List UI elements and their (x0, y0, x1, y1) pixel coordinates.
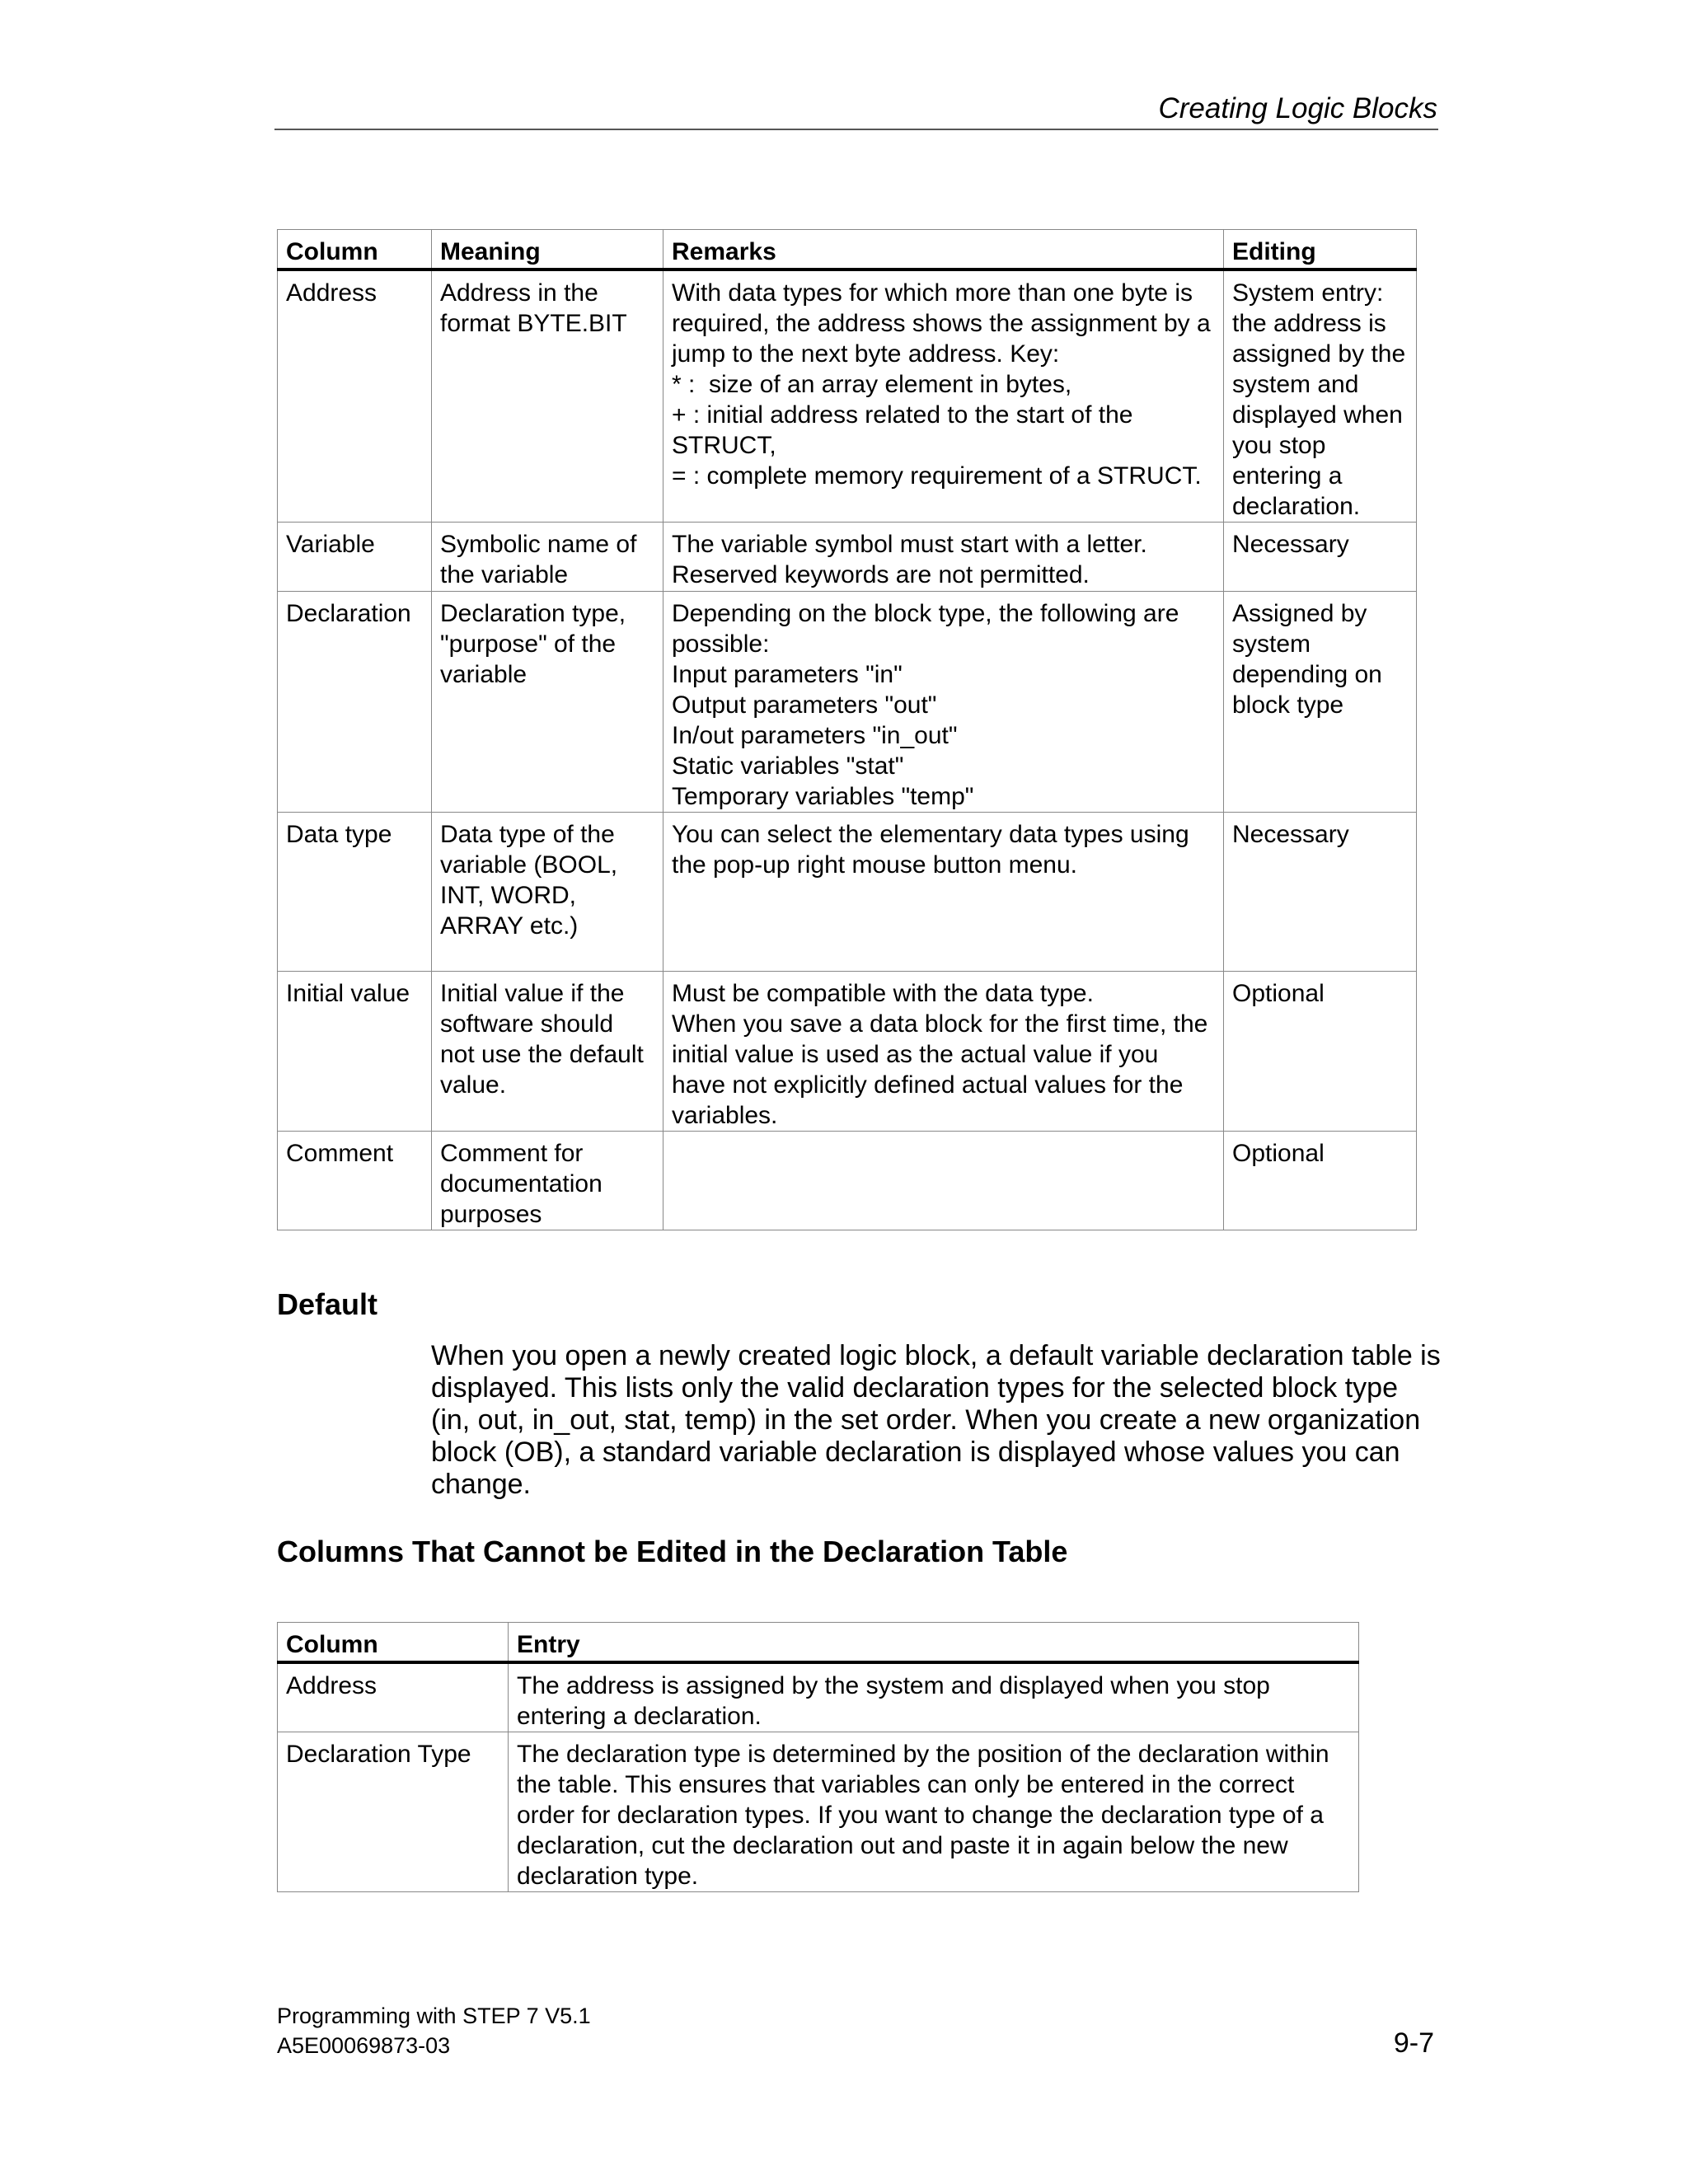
declaration-columns-table (277, 229, 1417, 1230)
column-cell: Address (278, 1662, 509, 1732)
column-cell: Data type (278, 812, 432, 971)
remarks-line: = : complete memory requirement of a STRUCT. (672, 462, 1202, 490)
meaning-header: Meaning (432, 230, 663, 269)
entry-cell: The address is assigned by the system and displayed when you stop entering a declaration. (509, 1662, 1359, 1732)
meaning-cell: Comment for documentation purposes (432, 1131, 663, 1230)
meaning-cell: Address in the format BYTE.BIT (432, 269, 663, 523)
remarks-line: The variable symbol must start with a letter. Reserved keywords are not permitted. (672, 530, 1155, 588)
meaning-cell: Declaration type, "purpose" of the variable (432, 591, 663, 812)
table-row (278, 269, 1417, 523)
remarks-line: You can select the elementary data types using the pop-up right mouse button menu. (672, 820, 1196, 879)
remarks-line: Static variables "stat" (672, 752, 904, 780)
entry-header: Entry (509, 1623, 1359, 1662)
table-header-row (278, 230, 1417, 269)
table-row (278, 1131, 1417, 1230)
remarks-line: * : size of an array element in bytes, (672, 370, 1072, 398)
footer-manual-title: Programming with STEP 7 V5.1 (277, 2004, 591, 2028)
meaning-cell: Data type of the variable (BOOL, INT, WORD, ARRAY etc.) (432, 812, 663, 971)
remarks-line: Temporary variables "temp" (672, 782, 974, 810)
table-row (278, 522, 1417, 591)
table-header-row (278, 1623, 1359, 1662)
column-cell: Address (278, 269, 432, 523)
footer-document-info (277, 2001, 591, 2060)
header-divider (274, 129, 1438, 130)
page-header-title: Creating Logic Blocks (1158, 92, 1437, 124)
meaning-cell: Initial value if the software should not use the default value. (432, 971, 663, 1131)
column-cell: Declaration (278, 591, 432, 812)
remarks-line: Must be compatible with the data type. (672, 979, 1094, 1007)
table-row (278, 812, 1417, 971)
remarks-cell (663, 971, 1224, 1131)
remarks-cell (663, 1131, 1224, 1230)
remarks-header: Remarks (663, 230, 1224, 269)
remarks-cell (663, 522, 1224, 591)
table-row (278, 971, 1417, 1131)
column-cell: Declaration Type (278, 1732, 509, 1891)
editing-header: Editing (1224, 230, 1417, 269)
default-heading: Default (277, 1287, 378, 1321)
editing-cell: Necessary (1224, 812, 1417, 971)
remarks-cell (663, 591, 1224, 812)
editing-cell: Assigned by system depending on block type (1224, 591, 1417, 812)
column-header: Column (278, 230, 432, 269)
page-number: 9-7 (1393, 2027, 1434, 2059)
remarks-line: With data types for which more than one byte is required, the address shows the assignment by a jump to the next byte address. Key: (672, 279, 1218, 368)
column-cell: Comment (278, 1131, 432, 1230)
remarks-line: In/out parameters "in_out" (672, 721, 958, 749)
default-paragraph: When you open a newly created logic block, a default variable declaration table is displayed. This lists only the valid declaration types for the selected block type (in, out, in_out, stat, temp) in the set order. When you create a new organization block (OB), a standard variable declaration is displayed whose values you can change. (431, 1340, 1441, 1500)
editing-cell: Necessary (1224, 522, 1417, 591)
remarks-line: When you save a data block for the first time, the initial value is used as the actual value if you have not explicitly defined actual values for the variables. (672, 1010, 1215, 1129)
table-row (278, 1662, 1359, 1732)
remarks-cell (663, 812, 1224, 971)
remarks-line: Output parameters "out" (672, 691, 937, 719)
column-cell: Initial value (278, 971, 432, 1131)
footer-order-number: A5E00069873-03 (277, 2033, 451, 2058)
columns-not-editable-heading: Columns That Cannot be Edited in the Declaration Table (277, 1535, 1068, 1568)
non-editable-columns-table (277, 1622, 1359, 1892)
column-cell: Variable (278, 522, 432, 591)
table-row (278, 1732, 1359, 1891)
remarks-line: Input parameters "in" (672, 660, 903, 688)
remarks-line: Depending on the block type, the following are possible: (672, 599, 1186, 658)
editing-cell: Optional (1224, 971, 1417, 1131)
remarks-line: + : initial address related to the start of the STRUCT, (672, 401, 1140, 459)
entry-cell: The declaration type is determined by the position of the declaration within the table. This ensures that variables can only be entered in the correct order for declaration types. If you want to change the declaration type of a declaration, cut the declaration out and paste it in again below the new declaration type. (509, 1732, 1359, 1891)
meaning-cell: Symbolic name of the variable (432, 522, 663, 591)
table-row (278, 591, 1417, 812)
editing-cell: System entry: the address is assigned by the system and displayed when you stop entering a declaration. (1224, 269, 1417, 523)
editing-cell: Optional (1224, 1131, 1417, 1230)
column-header: Column (278, 1623, 509, 1662)
remarks-cell (663, 269, 1224, 523)
